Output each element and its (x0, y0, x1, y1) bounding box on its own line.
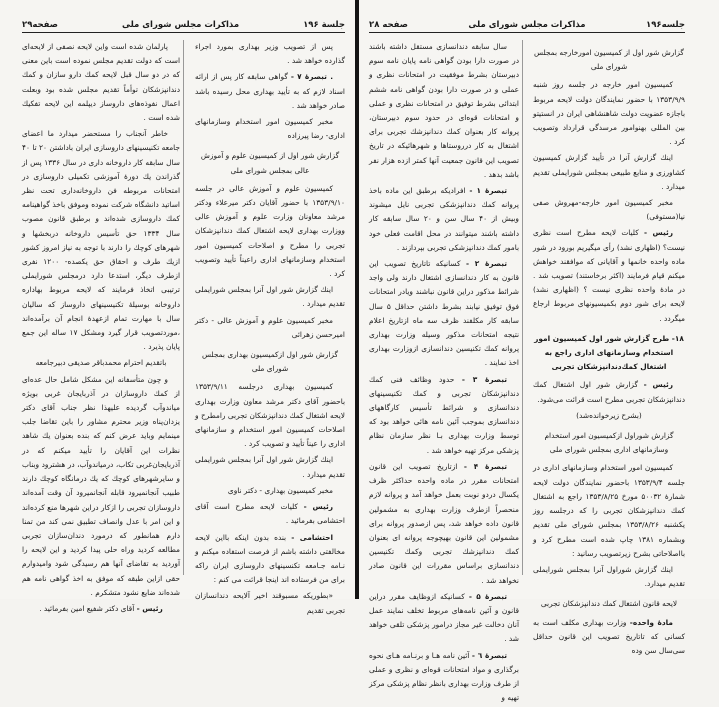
paragraph-text: مخبر کمیسیون امور خارجه-مهروش صفی نیا(مستوفی) (533, 198, 685, 222)
paragraph (195, 531, 345, 588)
paragraph-text: ازتاریخ تصویب این قانون امتحانات مقرر در ماده واحده حداکثر ظرف یکسال دردو نوبت بعمل خواهد آمد و پروانه لازم منحصراً ازطرف وزارت بهداری به مشمولین قانون داده خواهد شد، پس ازصدور پروانه برای مشمولین این قانون بهیچوجه پروانه ای بعنوان کمك دندانپزشك تجربی وکمك تکنیسین دندانسازی براساس مقررات این قانون صادر نخواهد شد . (369, 461, 519, 585)
page-header (22, 18, 345, 33)
paragraph (533, 378, 685, 406)
speaker-label: رئیس - (303, 502, 333, 512)
section-heading (533, 332, 685, 375)
paragraph (369, 590, 519, 647)
paragraph (533, 151, 685, 194)
paragraph (195, 182, 345, 281)
column-left (22, 40, 180, 618)
column-divider (183, 40, 184, 575)
paragraph-text: کلیات لایحه مطرح است آقای احتشامی بفرمائید . (195, 502, 345, 526)
paragraph (195, 500, 345, 528)
paragraph (195, 380, 345, 451)
paragraph (533, 563, 685, 591)
paragraph-text: اینك گزارش شور اول آنرا بمجلس شورایملی تقدیم میدارد . (195, 285, 345, 309)
paragraph-text: و چون متأسفانه این مشکل شامل حال عده‌ای از کمك داروسازان در آذربایجان غربی بویژه میاندوآب گردیده علیهذا نظر جناب آقای دکتر یزدان‌پناه وزیر محترم مشاور را باین تقاضا جلب مینمایم وباید عرض کنم که بنده بعنوان یك شاهد نظرات این آقایان را تأیید میکنم که در آذربایجان‌غربی تکاب، درمیاندوآب، در هشترود وبناب و سایرشهرهای کوچك که یك درمانگاه کوچك دارند طبیب آنجانمیرود قابله آنجانمیرود آن وقت آمده‌اند داروسازان تجربی را ازکار دراین شهرها منع کرده‌اند و این امر با عدل وانصاف تطبیق نمی کند من تمنا دارم همانطور که درمورد دندان‌سازان تجربی مطالعه کردید وراه حلی پیدا کردید و این لایحه را آوردید به تقاضای آنها هم رسیدگی شود وامیدوارم حقی ازاین طبقه که موفق به اخذ گواهی نامه هم شده‌اند ضایع نشود متشکرم . (22, 374, 180, 597)
paragraph-text: (بشرح زیرخوانده‌شد) (576, 410, 642, 420)
paragraph-text: گزارش شور اول از کمیسیون امورخارجه بمجلس شورای ملی (534, 48, 684, 72)
paragraph-text: اینك گزارش شوراول آنرا بمجلس شورایملی تقدیم میدارد. (533, 564, 685, 589)
paragraph-text: کلیات لایحه مطرح است نظری نیست؟ (اظهاری نشد) رأی میگیریم بورود در شور ماده واحده خانمها و آقایانی که موافقند خواهش میکنم قیام فرمایند (اکثر برخاستند) تصویب شد . در مادهٔ واحده نظری نیست ؟ (اظهاری نشد) لایحه برای شور دوم بکمیسیونهای مربوط ارجاع میگردد . (533, 228, 685, 323)
paragraph-text: حدود وظائف فنی کمك دندانپزشکان تجربی و کمك تکنیسینهای دندانسازی و شرائط تأسیس کارگاههای دندانسازی بموجب آئین نامه هائی خواهد بود که توسط وزارت بهداری بـا نظر سازمان نظام پزشکی مرکز تهیه خواهد شد . (369, 374, 519, 455)
paragraph (195, 115, 345, 143)
speaker-label: تبصرهٔ ۳ - (461, 374, 508, 384)
page-header (369, 18, 685, 33)
paragraph-text: مخبر کمیسیون علوم و آموزش عالی - دکتر امیرحسن زهرائی (195, 315, 345, 339)
paragraph-text: کمیسیون علوم و آموزش عالی در جلسه ۱۳۵۳/۹/۱۰ با حضور آقایان دکتر میرعلاء ودکتر مرشد معاونان وزارت علوم و آموزش عالی ووزارت بهداری لایحه اشتغال کمك دندانپزشکان تجربی را مطرح و اصلاحات کمیسیون امور استخدام وسازمانهای اداری راعیناً تأیید وتصویب کرد . (195, 183, 345, 279)
paragraph (369, 373, 519, 458)
column-divider (522, 40, 523, 575)
paragraph-text: گزارش شوراول ازکمیسیون امور استخدام وسازمانهای اداری بمجلس شورای ملی (544, 431, 674, 455)
page-29 (0, 0, 357, 615)
speaker-label: تبصرهٔ ۱ - (469, 186, 508, 196)
column-right (533, 40, 685, 660)
paragraph-text: لایحه قانون اشتغال کمك دندانپزشکان تجربی (540, 599, 678, 609)
speaker-label: رئیس - (643, 228, 673, 238)
paragraph-text: اینك گزارش آنرا در تأیید گزارش کمیسیون کشاورزی و منابع طبیعی بمجلس شورایملی تقدیم میدارد . (533, 153, 685, 191)
paragraph-text: «بطوریکه مسبوقند اخیر آلایحه دندانسازان تجربی تقدیم (195, 591, 345, 615)
paragraph (533, 78, 685, 149)
paragraph (533, 226, 685, 325)
running-title: مذاکرات مجلس شورای ملی (121, 20, 240, 30)
section-heading (195, 149, 345, 177)
speaker-label: رئیس - (643, 380, 673, 390)
speaker-label: تبصرهٔ ٦ - (471, 650, 508, 660)
paragraph (195, 283, 345, 311)
paragraph-text: پارلمان شده است واین لایحه نصفی از لایحه‌ای است که دولت تقدیم مجلس نموده است باین معنی که در دو سال قبل لایحه کمك دارو سازان و کمك دندانپزشکان توأماً تقدیم مجلس شده بود وبعلت اعمال نفوذه‌های داروساز دیپلمه این لایحه تفکیك شده است . (22, 42, 180, 123)
paragraph (195, 314, 345, 342)
speaker-label: رئیس - (136, 603, 163, 613)
speaker-label: تبصرهٔ ۴ - (463, 461, 508, 471)
paragraph (533, 196, 685, 224)
column-right (195, 40, 345, 620)
paragraph-text: پس از تصویب وزیر بهداری بمورد اجراء گذارده خواهد شد . (195, 42, 345, 66)
speaker-label: تبصرهٔ ۲ - (465, 259, 508, 269)
paragraph-text: بنده بدون اینکه بااین لایحه مخالفتی داشته باشم از فرصت استفاده میکنم و نـامه جـامعه تکنسینهای داروسازی ایران راکه برای من فرستاده اند اینجا قرائت می کنم : (195, 532, 345, 585)
paragraph (533, 409, 685, 423)
paragraph (369, 460, 519, 588)
paragraph (533, 461, 685, 560)
paragraph (22, 40, 180, 125)
paragraph-text: وزارت بهداری مکلف است به کسانی که تاتاریخ تصویب این قانون حداقل سی‌سال سن وده (533, 617, 685, 655)
paragraph (369, 184, 519, 255)
paragraph (195, 453, 345, 481)
paragraph (369, 649, 519, 706)
speaker-label: . تبصرهٔ ۷ - (290, 72, 333, 82)
paragraph-text: افرادیکه برطبق این ماده باخذ پروانه کمك دندانپزشکی تجربی نایل میشوند وبیش از ۴۰ سال سن و ۲۰ سال سابقه کار داشته باشند میتوانند در محل اقامت فعلی خود بامور کمك دندانپزشکی تجربی بپردازند . (369, 186, 520, 252)
paragraph (369, 257, 519, 371)
session-number: جلسة ۱۹۶ (303, 20, 345, 30)
paragraph (22, 127, 180, 354)
paragraph (195, 40, 345, 68)
speaker-label: مادهٔ واحده- (629, 617, 674, 627)
paragraph (195, 589, 345, 617)
section-heading (195, 348, 345, 376)
session-number: جلسه۱۹۶ (646, 20, 685, 30)
speaker-label: تبصرهٔ ۵ - (468, 591, 508, 601)
section-heading (533, 429, 685, 457)
paragraph-text: ۱۸- طرح گزارش شور اول کمیسیون امور استخدام وسازمانهای اداری راجع به اشتغال کمك‌دندانپزشکان تجربی (534, 333, 684, 372)
speaker-label: احتشامی - (291, 532, 333, 542)
paragraph (533, 616, 685, 659)
section-heading (533, 597, 685, 611)
page-number: صفحه ۲۸ (369, 20, 408, 30)
paragraph (22, 602, 180, 616)
paragraph-text: خاطر آنجناب را مستحضر میدارد ما اعضای جامعه تکنیسینهای داروسازی ایران باداشتن ۲۰ تا ۴۰ سال سابقه کار داروخانه داری در سال ۱۳۳۶ پس از گذراندن یك دورهٔ آموزشی تکمیلی داروسازی در امتحانات مربوطه فن داروخانه‌داری تحت نظر اساتید دانشگاه شرکت نموده وموفق باخذ گواهینامه کمك داروسازی شده‌اند و برطبق قانون مصوب سال ۱۳۳۴ حق تأسیس داروخانه دربخشها و شهرهای کوچك را دارند با توجه به نیاز امروز کشور ازیك طرف و احقاق حق یکصده- ۱۲۰۰ نفری ازطرف دیگر، استدعا دارد درمجلس شورایملی ترتیبی اتخاذ فرمایند که لایحه مربوط بهاداره داروخانه بوسیلهٔ تکنیسینهای داروساز که سالیان سال با مهارت تمام ازعهدهٔ انجام آن برآمده‌اند ،موردتصویب قرار گیرد ومشکل ۱۷ ساله این جمع پایان پذیرد . (22, 129, 180, 352)
paragraph-text: مخبر کمیسیون بهداری - دکتر ناوی (227, 485, 333, 495)
paragraph-text: گزارش شور اول ازکمیسیون بهداری بمجلس شورای ملی (202, 350, 338, 374)
paragraph-text: باتقدیم احترام محمدباقر صدیقی دبیرجامعه (35, 358, 167, 368)
paragraph-text: کمیسیون امور استخدام وسازمانهای اداری در جلسه ۱۳۵۳/۹/۴ باحضور نمایندگان دولت لایحه شمارهٔ ۵۰۰۳۲ مورخ ۱۳۵۳/۸/۲۵ راجع به اشتغال کمك دندانپزشکان تجربی را که درجلسه روز یکشنبه ۱۳۵۳/۸/۲۶ بمجلس شورای ملی تقدیم وبشماره ۱۳۸۱ چاپ شده است مطرح کرد و بااصلاحاتی بشرح زیرتصویب رسانید : (533, 463, 685, 558)
paragraph-text: آقای دکتر شفیع امین بفرمائید . (39, 603, 137, 613)
paragraph (22, 373, 180, 600)
section-heading (533, 46, 685, 74)
paragraph-text: کمیسیون امور خارجه در جلسه روز شنبه ۱۳۵۳/۹/۹ با حضور نمایندگان دولت لایحه مربوط باجازه عضویت دولت شاهنشاهی ایران در انستیتو بین المللی بهنوامور مرسدگی قرارداد وتصویب کرد . (533, 80, 685, 147)
paragraph (195, 484, 345, 498)
paragraph-text: کسانیکه ازوظایف مقرر دراین قانون و آئین نامه‌های مربوط تخلف نمایند عمل آنان دخالت غیر مجاز درامور پزشکی تلقی خواهد شد . (369, 591, 519, 644)
running-title: مذاکرات مجلس شورای ملی (468, 20, 586, 30)
page-28 (359, 0, 719, 703)
paragraph-text: سال سابقه دندانسازی مستقل داشته باشند در صورت دارا بودن گواهی نامه پایان نامه سوم دبیرستان بشرط موفقیت در امتحانات نظری و عملی و در صورت دارا بودن گواهی نامه ششم ابتدائی بشرط توفیق در امتحانات نظری و عملی و امتحانات قوه‌ای در حدود سوم دبیرستان، پروانه کار بعنوان کمك دندانپزشك تجربی برای اشتغال به کار درروستاها و شهرهائیکه در تاریخ تصویب این قانون جمعیت آنها کمتر ازده هزار نفر باشد بدهد . (369, 42, 519, 179)
paragraph-text: گزارش شور اول از کمیسیون علوم و آموزش عالی بمجلس شورای ملی (200, 151, 340, 175)
paragraph-text: مخبر کمیسیون امور استخدام وسازمانهای اداری- رضا پیرزاده (195, 117, 345, 141)
page-number: صفحه۲۹ (22, 20, 59, 30)
paragraph-text: آئین نامه هـا و برنـامه هـای نحوه برگذاری و مواد امتحانات قوه‌ای و نظری و عملی از طرف وزارت بهداری بانظر نظام پزشکی مرکز تهیه و (369, 650, 519, 703)
paragraph (195, 70, 345, 113)
paragraph-text: گواهی سابقه کار پس از ارائه اسناد لازم که به تأیید بهداری محل رسیده باشد صادر خواهد شد . (195, 72, 345, 110)
paragraph-text: گزارش شور اول اشتغال کمك دندانپزشکان تجربی مطرح است قرائت می‌شود. (533, 380, 685, 404)
paragraph-text: کمیسیون بهداری درجلسه ۱۳۵۳/۹/۱۱ باحضور آقای دکتر مرشد معاون وزارت بهداری لایحه اشتغال کمك دندانپزشکان تجربی رامطرح و اصلاحات کمیسیون امور استخدام و سازمانهای اداری را عیناً تأیید و تصویب کرد . (195, 382, 345, 449)
paragraph-text: کسانیکه تاتاریخ تصویب این قانون به کار دندانسازی اشتغال دارند ولی واجد شرائط مذکور دراین قانون نباشند ویادر امتحانات فوق توفیق نیابند بشرط داشتن حداقل ۵ سال سابقه کار مکلفند ظرف سه ماه ازتاریخ اعلام نتیجه امتحانات مذکور وسیله وزارت بهداری پروانه کمك تکنیسین دندانسازی ازوزارت بهداری اخذ نمایند . (369, 259, 519, 368)
column-left (369, 40, 519, 707)
paragraph (369, 40, 519, 182)
paragraph (22, 356, 180, 370)
paragraph-text: اینك گزارش شور اول آنرا بمجلس شورایملی تقدیم میدارد . (195, 455, 345, 479)
